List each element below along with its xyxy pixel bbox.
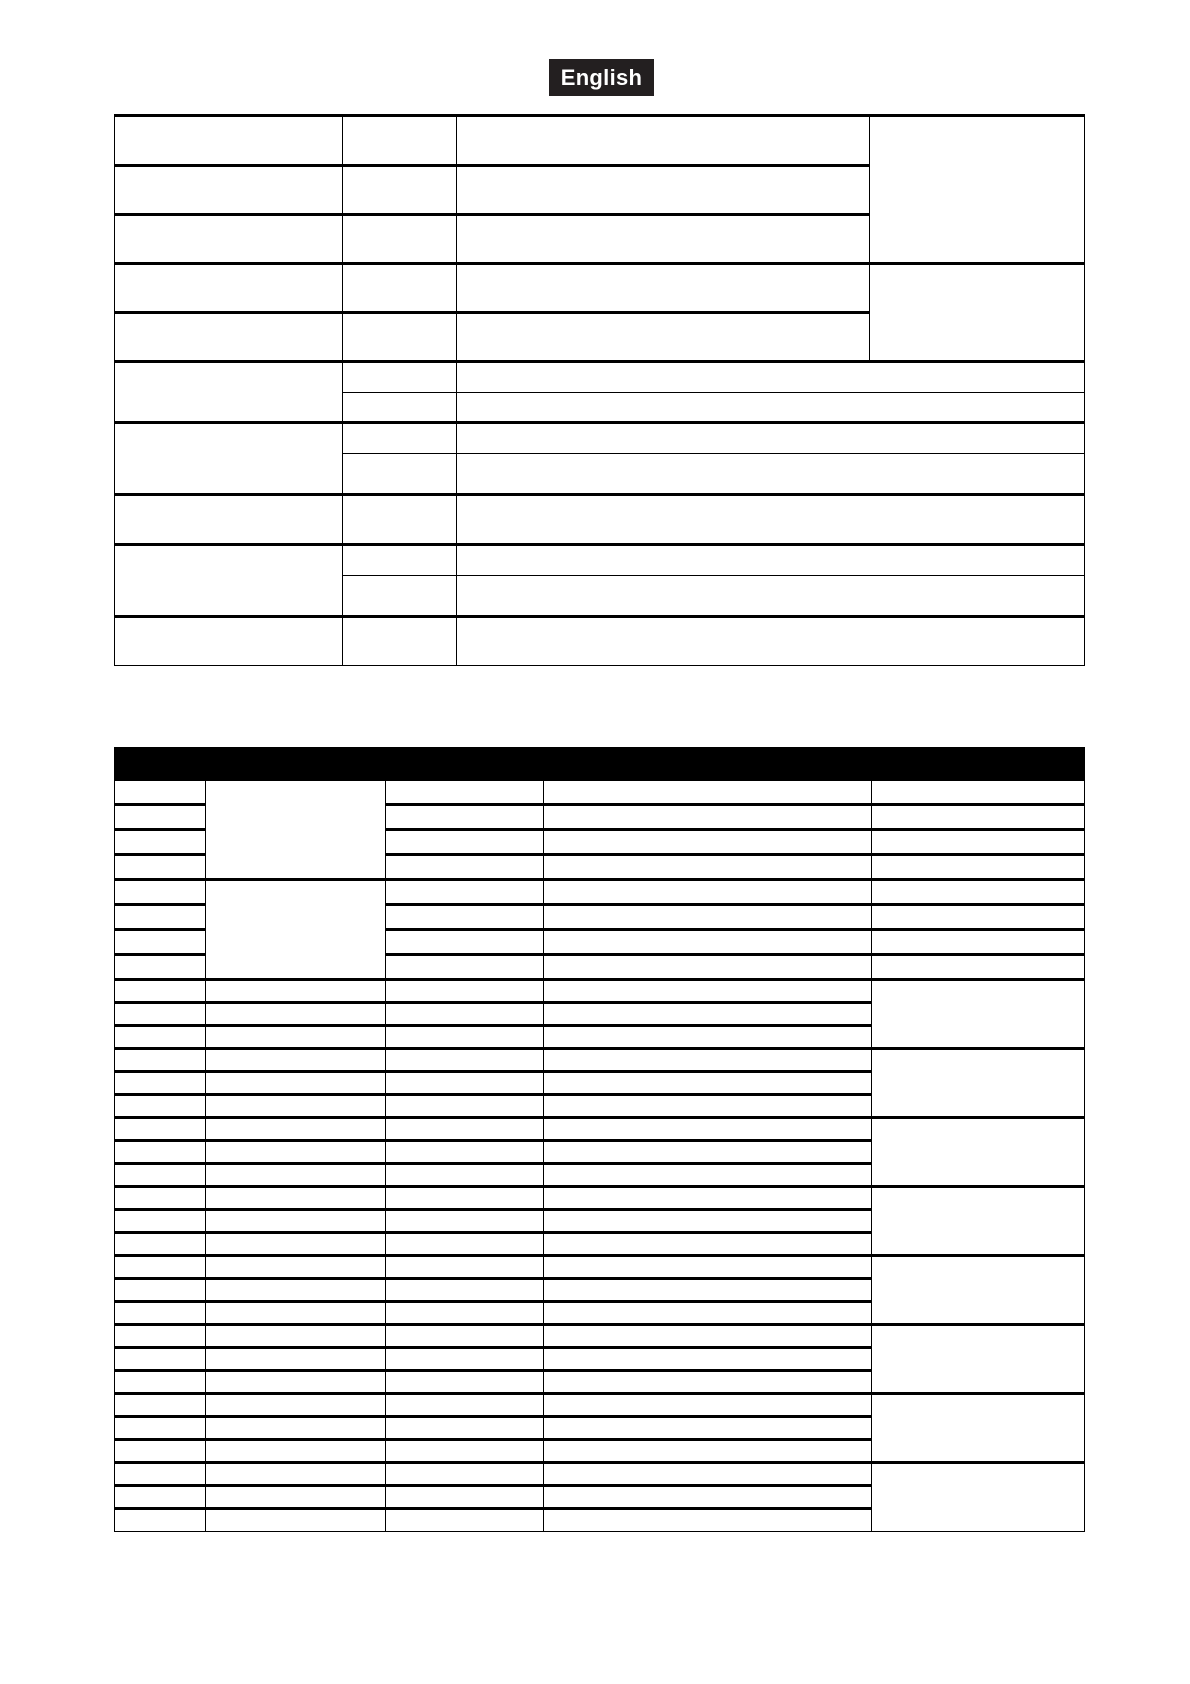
header-cell [206, 748, 386, 780]
table-cell [544, 830, 872, 855]
table-cell [457, 264, 870, 313]
table-cell [457, 215, 870, 264]
table-row [115, 545, 1085, 576]
table-cell [544, 1003, 872, 1026]
table-cell [206, 980, 386, 1003]
table-cell [115, 545, 343, 617]
table-cell [544, 1417, 872, 1440]
table-cell [544, 805, 872, 830]
table-row [115, 1187, 1085, 1210]
table-cell [544, 1486, 872, 1509]
table-cell [206, 1187, 386, 1210]
table-cell [872, 830, 1085, 855]
table-cell [115, 362, 343, 423]
table-cell [386, 1256, 544, 1279]
table-cell [457, 495, 1085, 545]
table-cell [544, 1118, 872, 1141]
table-cell [386, 1440, 544, 1463]
table-cell [206, 1325, 386, 1348]
table-cell [386, 855, 544, 880]
table-cell [386, 1049, 544, 1072]
table-cell [115, 1440, 206, 1463]
table-cell [386, 955, 544, 980]
table-row [115, 617, 1085, 666]
table-cell [872, 805, 1085, 830]
table-cell [544, 1394, 872, 1417]
table-cell [115, 1210, 206, 1233]
table-row [115, 780, 1085, 805]
table-row [115, 423, 1085, 454]
table-cell [544, 1325, 872, 1348]
table-cell [115, 1371, 206, 1394]
table-row [115, 1325, 1085, 1348]
table-cell [544, 1095, 872, 1118]
table-row [115, 1256, 1085, 1279]
table-cell [386, 1486, 544, 1509]
table-cell [206, 1233, 386, 1256]
table-cell [544, 780, 872, 805]
table-cell [457, 166, 870, 215]
table-cell [870, 264, 1085, 362]
table-cell [544, 980, 872, 1003]
table-cell [870, 116, 1085, 264]
table-cell [115, 1233, 206, 1256]
table-cell [872, 980, 1085, 1049]
table-cell [544, 1233, 872, 1256]
table-cell [457, 423, 1085, 454]
table-cell [115, 905, 206, 930]
table-cell [343, 313, 457, 362]
table-cell [206, 1164, 386, 1187]
table-cell [544, 1256, 872, 1279]
table-cell [115, 1279, 206, 1302]
table-cell [386, 905, 544, 930]
table-cell [206, 1463, 386, 1486]
table-cell [206, 1417, 386, 1440]
table-cell [544, 1072, 872, 1095]
table-cell [544, 1440, 872, 1463]
table-cell [206, 1440, 386, 1463]
language-badge: English [549, 59, 654, 96]
header-cell [115, 748, 206, 780]
table-cell [544, 1371, 872, 1394]
table-cell [206, 1026, 386, 1049]
table-cell [544, 880, 872, 905]
table-cell [386, 880, 544, 905]
table-cell [206, 1118, 386, 1141]
table-cell [115, 313, 343, 362]
table-cell [386, 1279, 544, 1302]
table-cell [544, 1302, 872, 1325]
table-cell [872, 1256, 1085, 1325]
table-cell [544, 1279, 872, 1302]
table-cell [544, 930, 872, 955]
table-cell [457, 576, 1085, 617]
table-cell [544, 1187, 872, 1210]
table-cell [206, 1095, 386, 1118]
table-cell [115, 1095, 206, 1118]
table-cell [386, 1371, 544, 1394]
table-cell [115, 880, 206, 905]
table-cell [115, 1348, 206, 1371]
table-cell [115, 980, 206, 1003]
header-cell [544, 748, 872, 780]
table-cell [386, 1003, 544, 1026]
table-cell [115, 1026, 206, 1049]
table-cell [343, 264, 457, 313]
table-cell [343, 393, 457, 423]
table-cell [115, 1164, 206, 1187]
table-cell [386, 1463, 544, 1486]
header-cell [386, 748, 544, 780]
table-cell [115, 1325, 206, 1348]
table-cell [544, 1210, 872, 1233]
table-cell [457, 393, 1085, 423]
table-cell [115, 264, 343, 313]
table-cell [386, 830, 544, 855]
table-cell [386, 1072, 544, 1095]
table-cell [115, 1394, 206, 1417]
table-cell [343, 545, 457, 576]
table-cell [457, 454, 1085, 495]
table-cell [115, 805, 206, 830]
table-cell [386, 1233, 544, 1256]
table-cell [343, 215, 457, 264]
table-row [115, 1394, 1085, 1417]
table-cell [872, 1049, 1085, 1118]
table-cell [872, 955, 1085, 980]
table-cell [386, 1302, 544, 1325]
table-cell [343, 454, 457, 495]
table-cell [386, 780, 544, 805]
table-cell [206, 1141, 386, 1164]
table-cell [872, 1118, 1085, 1187]
table-2 [114, 747, 1085, 1532]
table-cell [343, 576, 457, 617]
table-cell [457, 116, 870, 166]
table-cell [115, 1509, 206, 1532]
table-cell [386, 1210, 544, 1233]
table-cell [115, 1118, 206, 1141]
table-cell [386, 1509, 544, 1532]
table-cell [206, 780, 386, 880]
table-cell [343, 362, 457, 393]
table-cell [206, 1003, 386, 1026]
table-cell [206, 1256, 386, 1279]
table-row [115, 1118, 1085, 1141]
table-cell [544, 1348, 872, 1371]
table-cell [544, 1141, 872, 1164]
table-cell [386, 930, 544, 955]
table-row [115, 1463, 1085, 1486]
table-row [115, 880, 1085, 905]
table-cell [872, 905, 1085, 930]
table-cell [115, 1486, 206, 1509]
table-cell [206, 1072, 386, 1095]
table-cell [115, 423, 343, 495]
table-cell [872, 780, 1085, 805]
table-cell [115, 930, 206, 955]
table-cell [386, 1325, 544, 1348]
table-cell [872, 930, 1085, 955]
table-cell [872, 880, 1085, 905]
table-cell [115, 617, 343, 666]
table-cell [872, 1325, 1085, 1394]
table-cell [206, 1394, 386, 1417]
table-row [115, 495, 1085, 545]
table-cell [386, 1095, 544, 1118]
table-cell [115, 780, 206, 805]
table-cell [206, 1509, 386, 1532]
table-cell [115, 1302, 206, 1325]
table-cell [115, 955, 206, 980]
table-cell [115, 1049, 206, 1072]
table-cell [457, 313, 870, 362]
table-cell [544, 1509, 872, 1532]
table-cell [115, 1072, 206, 1095]
table-cell [872, 1394, 1085, 1463]
table-cell [115, 215, 343, 264]
table-cell [457, 362, 1085, 393]
table-cell [386, 1026, 544, 1049]
table-cell [115, 830, 206, 855]
table-cell [544, 955, 872, 980]
table-cell [386, 1164, 544, 1187]
table-cell [386, 980, 544, 1003]
table-cell [872, 1463, 1085, 1532]
table-cell [544, 1026, 872, 1049]
table-cell [544, 1164, 872, 1187]
table-cell [386, 1394, 544, 1417]
table-cell [206, 1486, 386, 1509]
table-cell [206, 1210, 386, 1233]
table-cell [544, 855, 872, 880]
table-cell [343, 423, 457, 454]
table-cell [115, 116, 343, 166]
table-cell [206, 1348, 386, 1371]
table-cell [386, 805, 544, 830]
table-cell [115, 1417, 206, 1440]
table-cell [115, 1256, 206, 1279]
table-row [115, 362, 1085, 393]
table-cell [386, 1118, 544, 1141]
table-cell [206, 1302, 386, 1325]
table-cell [115, 1463, 206, 1486]
table-cell [115, 1003, 206, 1026]
table-cell [544, 1049, 872, 1072]
table-cell [206, 1049, 386, 1072]
table-cell [386, 1187, 544, 1210]
table-cell [115, 855, 206, 880]
table-cell [386, 1141, 544, 1164]
table-cell [544, 905, 872, 930]
table-cell [206, 880, 386, 980]
table-row [115, 980, 1085, 1003]
table-cell [386, 1348, 544, 1371]
table-cell [343, 116, 457, 166]
table-cell [457, 545, 1085, 576]
table-cell [343, 617, 457, 666]
table-cell [115, 1187, 206, 1210]
table-cell [115, 495, 343, 545]
header-cell [872, 748, 1085, 780]
table-cell [206, 1371, 386, 1394]
table-cell [872, 1187, 1085, 1256]
table-header-row [115, 748, 1085, 780]
table-cell [206, 1279, 386, 1302]
table-cell [544, 1463, 872, 1486]
table-row [115, 1049, 1085, 1072]
table-cell [457, 617, 1085, 666]
table-row [115, 264, 1085, 313]
table-cell [115, 166, 343, 215]
table-1 [114, 114, 1085, 666]
table-cell [872, 855, 1085, 880]
table-cell [343, 166, 457, 215]
table-row [115, 116, 1085, 166]
table-cell [115, 1141, 206, 1164]
table-cell [386, 1417, 544, 1440]
table-cell [343, 495, 457, 545]
